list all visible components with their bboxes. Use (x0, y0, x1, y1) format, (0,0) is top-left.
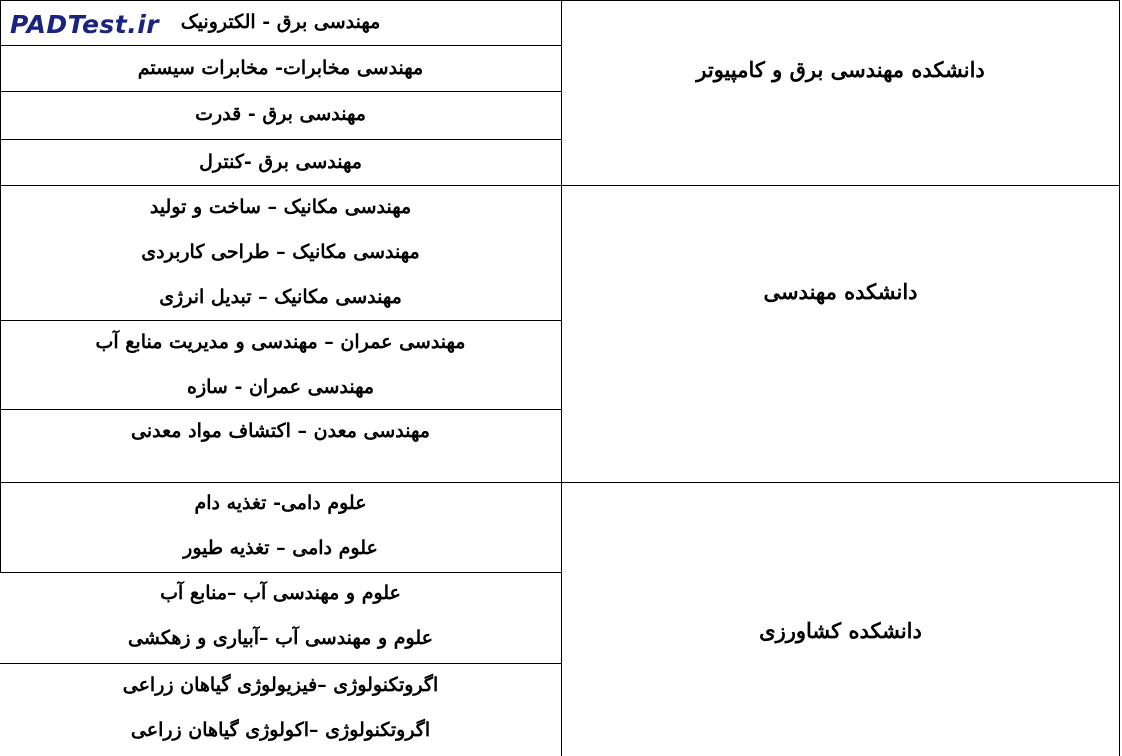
major-name: مهندسی مکانیک – ساخت و تولید (149, 196, 412, 218)
major-name: علوم دامی – تغذیه طیور (183, 537, 378, 559)
major-name: مهندسی مخابرات- مخابرات سیستم (137, 57, 424, 79)
table-border-right (1119, 0, 1120, 756)
major-name: مهندسی عمران - سازه (187, 376, 375, 398)
major-cell (0, 46, 561, 91)
major-name: مهندسی برق -کنترل (199, 151, 362, 173)
major-cell (0, 409, 561, 454)
major-cell (0, 185, 561, 320)
major-name: علوم و مهندسی آب –منابع آب (160, 582, 401, 604)
major-cell (0, 571, 561, 661)
major-cell (0, 663, 561, 753)
major-name: مهندسی معدن – اکتشاف مواد معدنی (131, 420, 430, 442)
major-name: اگروتکنولوژی –اکولوژی گیاهان زراعی (130, 719, 431, 741)
major-name: مهندسی برق - قدرت (195, 103, 366, 125)
major-name: مهندسی مکانیک – تبدیل انرژی (159, 286, 402, 308)
major-cell (0, 140, 561, 185)
major-cell (0, 481, 561, 571)
major-cell (0, 92, 561, 137)
site-watermark-logo: PADTest.ir (10, 10, 160, 39)
major-name: مهندسی عمران – مهندسی و مدیریت منابع آب (95, 331, 466, 353)
major-name: مهندسی برق - الکترونیک (180, 11, 381, 33)
major-name: علوم دامی- تغذیه دام (194, 492, 367, 514)
major-name: اگروتکنولوژی –فیزیولوژی گیاهان زراعی (122, 674, 439, 696)
major-name: علوم و مهندسی آب –آبیاری و زهکشی (128, 627, 433, 649)
major-name: مهندسی مکانیک – طراحی کاربردی (141, 241, 420, 263)
faculty-agriculture: دانشکده کشاورزی (759, 617, 922, 643)
major-cell (0, 320, 561, 410)
faculty-engineering: دانشکده مهندسی (763, 278, 918, 304)
faculty-electrical-computer: دانشکده مهندسی برق و کامپیوتر (696, 56, 985, 82)
